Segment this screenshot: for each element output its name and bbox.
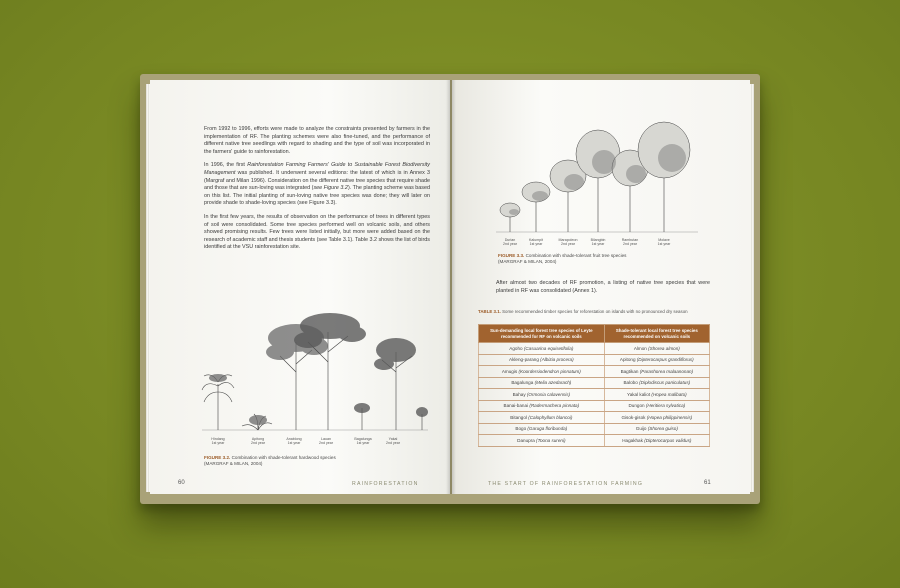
column-header: Sun-demanding local forest tree species of Leyte recommended for RF on volcanic soils bbox=[479, 325, 605, 343]
species-label: Rambutan 2nd year bbox=[621, 238, 639, 247]
table-row bbox=[479, 423, 710, 435]
species-label: Bagalunga 1st year bbox=[354, 437, 372, 446]
table-cell: Gisok-gisok (Hopea philippinensis) bbox=[604, 412, 709, 424]
table-cell: Balobo (Diplodiscus paniculatus) bbox=[604, 377, 709, 389]
fruit-trees-illustration bbox=[494, 116, 700, 240]
table-cell: Guijo (Shorea guiso) bbox=[604, 423, 709, 435]
table-cell: Akleng-parang (Albizia procera) bbox=[479, 354, 605, 366]
table-caption-3-1: TABLE 3.1. Some recommended timber species for reforestation on islands with no pronounced dry season bbox=[478, 309, 688, 314]
species-label: Durian 2nd year bbox=[503, 238, 517, 247]
table-cell: Bagtikan (Parashorea malaanonan) bbox=[604, 366, 709, 378]
table-cell: Banai-banai (Radermachera pinnata) bbox=[479, 400, 605, 412]
paragraph: In the first few years, the results of observation on the performance of trees in different types of soil were consolidated. Some tree species performed well on volcanic soils, and others showed promising results. Few trees were listed initially, but more were added based on the research of academic staff and thesis students (see Table 3.1). Table 3.2 shows the list of birds identified at the VSU rainforestation site. bbox=[204, 213, 430, 251]
table-cell: Almon (Shorea almon) bbox=[604, 343, 709, 355]
species-label: Bilangbin 1st year bbox=[590, 238, 606, 247]
table-row bbox=[479, 435, 710, 447]
table-row bbox=[479, 354, 710, 366]
table-row bbox=[479, 377, 710, 389]
paragraph: From 1992 to 1996, efforts were made to analyze the constraints presented by farmers in the implementation of RF. The planting schemes were also fine-tuned, and the performance of different native tree seedlings with regard to shading and the type of soil was incorporated in the farmers' guide to rainforestation. bbox=[204, 126, 430, 155]
species-label: Hindang 1st year bbox=[211, 437, 225, 446]
species-label: Apitong 2nd year bbox=[251, 437, 265, 446]
table-cell: Amugis (Koordersiodendron pinnatum) bbox=[479, 366, 605, 378]
species-label: Yakal 2nd year bbox=[386, 437, 400, 446]
table-cell: Bahay (Ormosia calavensis) bbox=[479, 389, 605, 401]
species-label: Kalumpit 1st year bbox=[529, 238, 543, 247]
table-row bbox=[479, 412, 710, 424]
table-row bbox=[479, 389, 710, 401]
table-cell: Bogo (Garuga floribunda) bbox=[479, 423, 605, 435]
book-gutter bbox=[446, 80, 456, 494]
page-number-right: 61 bbox=[704, 480, 711, 486]
species-label: Lauan 2nd year bbox=[319, 437, 333, 446]
species-label: Molave 1st year bbox=[657, 238, 671, 247]
hardwood-trees-illustration bbox=[200, 312, 432, 438]
table-cell: Danupra (Toona sureni) bbox=[479, 435, 605, 447]
table-cell: Agoho (Casuarina equisetifolia) bbox=[479, 343, 605, 355]
table-cell: Hagakhak (Dipterocarpus validus) bbox=[604, 435, 709, 447]
table-cell: Bagalunga (Melia azedarach) bbox=[479, 377, 605, 389]
table-row bbox=[479, 343, 710, 355]
species-table bbox=[478, 324, 710, 447]
table-cell: Apitong (Dipterocarpus grandiflorus) bbox=[604, 354, 709, 366]
left-body-text bbox=[204, 126, 430, 258]
paragraph: In 1996, the first Rainforestation Farming Farmers' Guide to Sustainable Forest Biodiversity Management was published. It underwent several editions: the latest of which is in Annex 3 (Margraf and Milan 1996). Consideration on the different native tree species that require shade and those that are sun-loving was integrated (see Figure 3.2). The planting scheme was based on this list. The initial planting of sun-loving native tree species was done; they will later on provide shade to shade-loving species (see Figure 3.3). bbox=[204, 162, 430, 207]
figure-caption-3-3: FIGURE 3.3. Combination with shade-tolerant fruit tree species (MARGRAF & MILAN, 2004) bbox=[498, 253, 627, 264]
right-body-text: After almost two decades of RF promotion, a listing of native tree species that were planted in RF was consolidated (Annex 1). bbox=[496, 280, 710, 294]
table-cell: Bitangol (Calophyllum blancoi) bbox=[479, 412, 605, 424]
running-footer-left: RAINFORESTATION bbox=[352, 481, 419, 487]
table-row bbox=[479, 400, 710, 412]
figure-caption-3-2: FIGURE 3.2. Combination with shade-tolerant hardwood species (MARGRAF & MILAN, 2004) bbox=[204, 455, 336, 466]
column-header: Shade-tolerant local forest tree species recommended on volcanic soils bbox=[604, 325, 709, 343]
table-header-row bbox=[479, 325, 710, 343]
running-footer-right: THE START OF RAINFORESTATION FARMING bbox=[488, 481, 644, 487]
table-row bbox=[479, 366, 710, 378]
table-cell: Dungon (Heritiera sylvatica) bbox=[604, 400, 709, 412]
species-label: Anablong 1st year bbox=[286, 437, 302, 446]
table-cell: Yakal kaliot (Hopea malibato) bbox=[604, 389, 709, 401]
species-label: Marapoleon 2nd year bbox=[558, 238, 578, 247]
page-number-left: 60 bbox=[178, 480, 185, 486]
